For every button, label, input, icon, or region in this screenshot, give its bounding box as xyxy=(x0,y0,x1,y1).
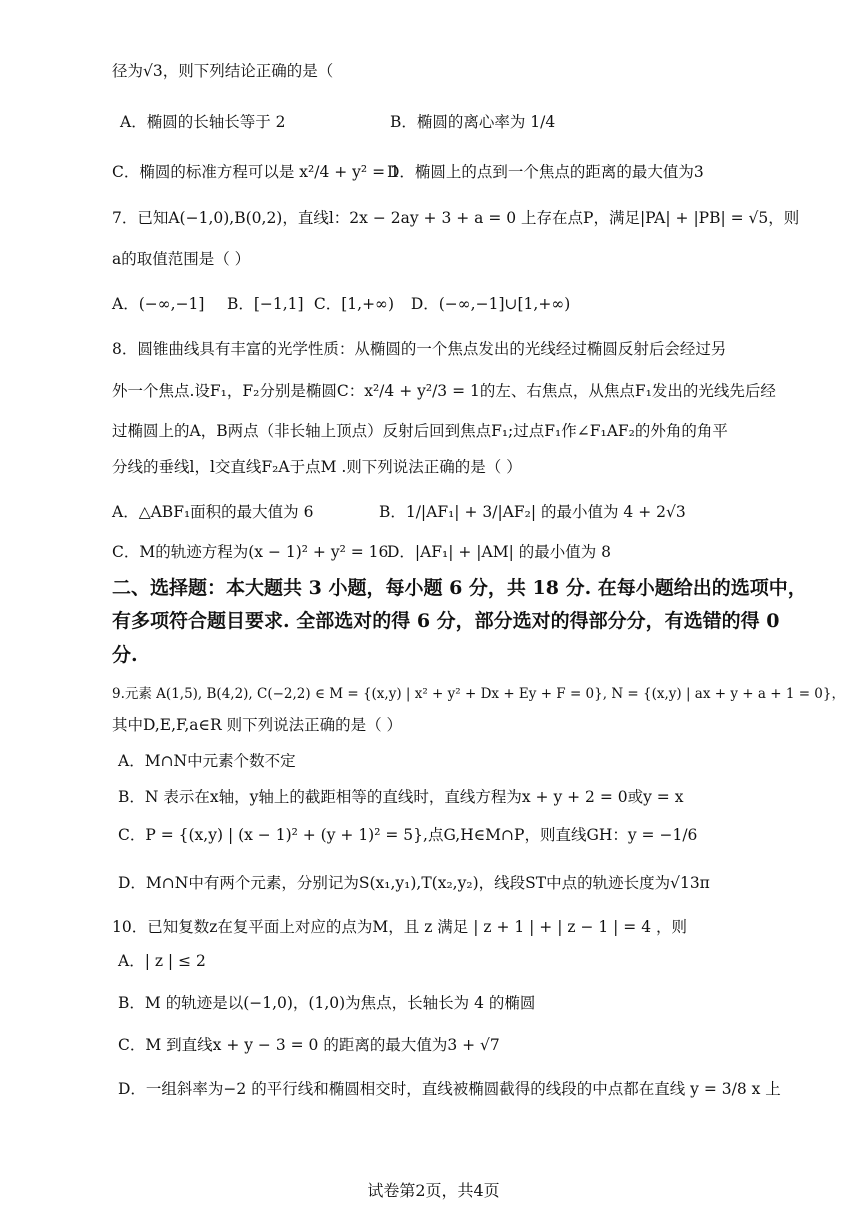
q7-stem-line-2: a的取值范围是（ ） xyxy=(112,250,251,268)
q8-option-d: D．|AF₁| + |AM| 的最小值为 8 xyxy=(386,543,612,561)
q7-options-row xyxy=(112,292,797,314)
q6-option-c: C．椭圆的标准方程可以是 x²/4 + y² = 1 xyxy=(112,163,400,181)
q8-stem-line-2: 外一个焦点.设F₁，F₂分别是椭圆C：x²/4 + y²/3 = 1的左、右焦点，从焦点F₁发出的光线先后经 xyxy=(112,382,776,400)
q8-option-c: C．M的轨迹方程为(x − 1)² + y² = 16 xyxy=(112,543,389,561)
q7-option-a: A．(−∞,−1] xyxy=(112,295,205,313)
q10-option-d: D．一组斜率为−2 的平行线和椭圆相交时，直线被椭圆截得的线段的中点都在直线 y = 3/8 x 上 xyxy=(118,1080,781,1098)
q9-option-d: D．M∩N中有两个元素，分别记为S(x₁,y₁),T(x₂,y₂)，线段ST中点的轨迹长度为√13π xyxy=(118,874,710,892)
q7-stem-line-1: 7．已知A(−1,0),B(0,2)，直线l：2x − 2ay + 3 + a = 0 上存在点P，满足|PA| + |PB| = √5，则 xyxy=(112,209,800,227)
q8-options-row-1 xyxy=(112,500,797,522)
q9-option-c: C．P = {(x,y) | (x − 1)² + (y + 1)² = 5},点G,H∈M∩P，则直线GH：y = −1/6 xyxy=(118,826,698,844)
q8-stem-line-4: 分线的垂线l，l交直线F₂A于点M .则下列说法正确的是（ ） xyxy=(112,458,522,476)
q9-stem-line-2: 其中D,E,F,a∈R 则下列说法正确的是（ ） xyxy=(112,716,403,734)
q8-options-row-2 xyxy=(112,540,797,562)
page-footer: 试卷第2页，共4页 xyxy=(367,1181,500,1200)
q8-stem-line-1: 8．圆锥曲线具有丰富的光学性质：从椭圆的一个焦点发出的光线经过椭圆反射后会经过另 xyxy=(112,340,727,358)
q6-stem-tail: 径为√3，则下列结论正确的是（ xyxy=(112,62,334,80)
q8-option-a: A．△ABF₁面积的最大值为 6 xyxy=(112,503,314,521)
q8-option-b: B．1/|AF₁| + 3/|AF₂| 的最小值为 4 + 2√3 xyxy=(378,503,686,521)
section-2-heading-line-1: 二、选择题：本大题共 3 小题，每小题 6 分，共 18 分. 在每小题给出的选项中， xyxy=(112,577,807,599)
q10-option-c: C．M 到直线x + y − 3 = 0 的距离的最大值为3 + √7 xyxy=(118,1036,500,1054)
q7-option-d: D．(−∞,−1]∪[1,+∞) xyxy=(410,295,571,313)
q6-option-a: A．椭圆的长轴长等于 2 xyxy=(120,113,286,131)
q6-options-row-2 xyxy=(112,160,797,182)
q9-stem-line-1: 9.元素 A(1,5), B(4,2), C(−2,2) ∈ M = {(x,y) | x² + y² + Dx + Ey + F = 0}, N = {(x,y) | ax + y + a + 1 = 0}， xyxy=(112,686,845,702)
q9-option-b: B．N 表示在x轴，y轴上的截距相等的直线时，直线方程为x + y + 2 = 0或y = x xyxy=(118,788,684,806)
q9-option-a: A．M∩N中元素个数不定 xyxy=(118,752,296,770)
section-2-heading-line-2: 有多项符合题目要求. 全部选对的得 6 分，部分选对的得部分分，有选错的得 0 xyxy=(112,610,780,632)
q6-option-d: D．椭圆上的点到一个焦点的距离的最大值为3 xyxy=(386,163,704,181)
q8-stem-line-3: 过椭圆上的A，B两点（非长轴上顶点）反射后回到焦点F₁;过点F₁作∠F₁AF₂的外角的角平 xyxy=(112,422,728,440)
q10-option-b: B．M 的轨迹是以(−1,0)，(1,0)为焦点，长轴长为 4 的椭圆 xyxy=(118,994,536,1012)
q7-option-c: C．[1,+∞) xyxy=(313,295,395,313)
q10-stem: 10．已知复数z在复平面上对应的点为M，且 z 满足 | z + 1 | + | z − 1 | = 4 ，则 xyxy=(112,918,688,936)
section-2-heading-line-3: 分. xyxy=(112,644,138,666)
q6-option-b: B．椭圆的离心率为 1/4 xyxy=(389,113,556,131)
q7-option-b: B．[−1,1] xyxy=(226,295,304,313)
q6-options-row-1 xyxy=(120,110,797,132)
q10-option-a: A．| z | ≤ 2 xyxy=(118,952,206,970)
